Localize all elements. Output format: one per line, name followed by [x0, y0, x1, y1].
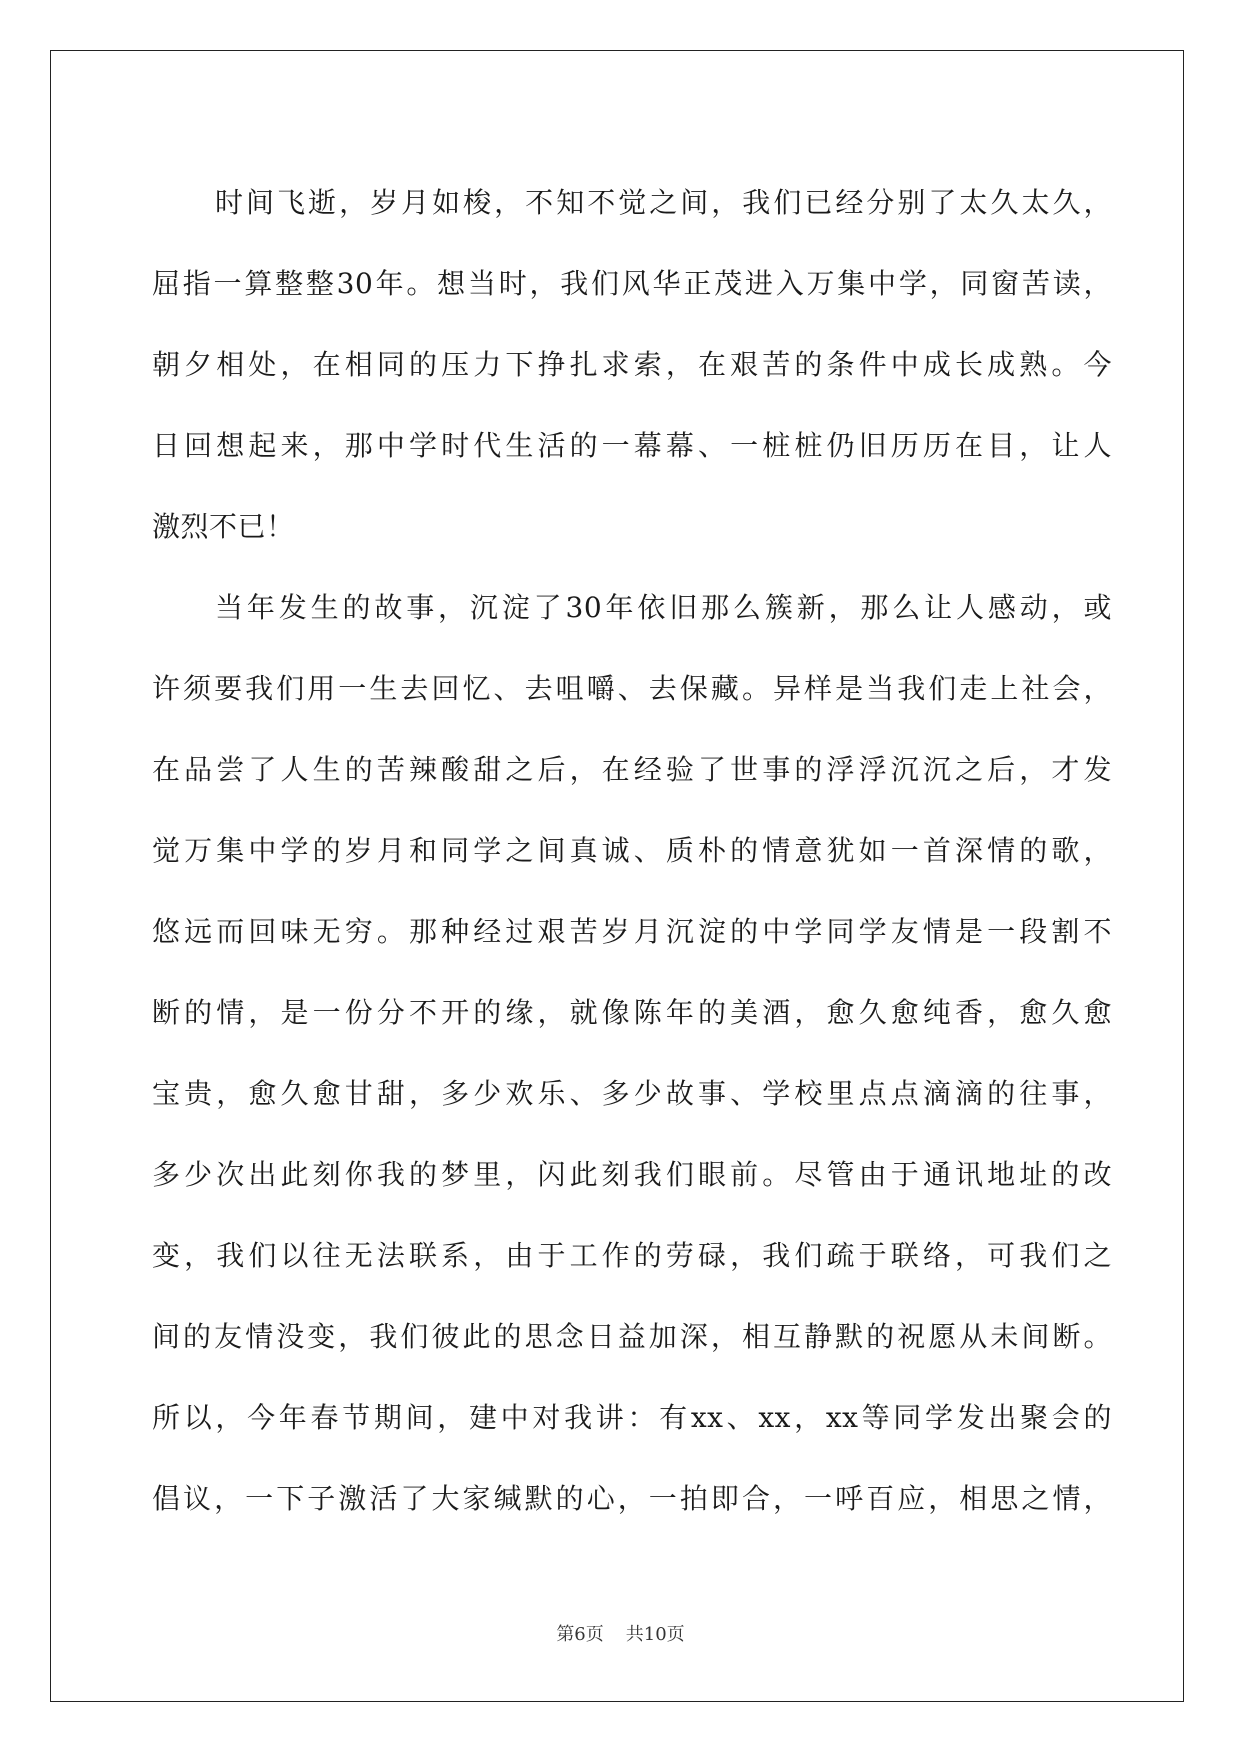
text-line: 日回想起来，那中学时代生活的一幕幕、一桩桩仍旧历历在目，让人	[152, 429, 1112, 462]
text-line: 朝夕相处，在相同的压力下挣扎求索，在艰苦的条件中成长成熟。今	[152, 348, 1112, 381]
text-line: 在品尝了人生的苦辣酸甜之后，在经验了世事的浮浮沉沉之后，才发	[152, 753, 1112, 786]
text-line: 断的情，是一份分不开的缘，就像陈年的美酒，愈久愈纯香，愈久愈	[152, 996, 1112, 1029]
text-line: 变，我们以往无法联系，由于工作的劳碌，我们疏于联络，可我们之	[152, 1239, 1112, 1272]
document-body	[152, 162, 1112, 1539]
text-line: 倡议，一下子激活了大家缄默的心，一拍即合，一呼百应，相思之情，	[152, 1482, 1112, 1515]
text-line: 当年发生的故事，沉淀了30年依旧那么簇新，那么让人感动，或	[215, 591, 1112, 624]
text-line: 悠远而回味无穷。那种经过艰苦岁月沉淀的中学同学友情是一段割不	[152, 915, 1112, 948]
text-line: 宝贵，愈久愈甘甜，多少欢乐、多少故事、学校里点点滴滴的往事，	[152, 1077, 1112, 1110]
text-line: 许须要我们用一生去回忆、去咀嚼、去保藏。异样是当我们走上社会，	[152, 672, 1112, 705]
page-footer	[0, 1620, 1241, 1646]
page-number: 第6页	[556, 1624, 604, 1645]
text-line: 间的友情没变，我们彼此的思念日益加深，相互静默的祝愿从未间断。	[152, 1320, 1112, 1353]
text-line: 屈指一算整整30年。想当时，我们风华正茂进入万集中学，同窗苦读，	[152, 267, 1112, 300]
page-total: 共10页	[625, 1624, 685, 1645]
text-line: 时间飞逝，岁月如梭，不知不觉之间，我们已经分别了太久太久，	[215, 186, 1112, 219]
text-line: 所以，今年春节期间，建中对我讲：有xx、xx，xx等同学发出聚会的	[152, 1401, 1112, 1434]
text-line: 多少次出此刻你我的梦里，闪此刻我们眼前。尽管由于通讯地址的改	[152, 1158, 1112, 1191]
text-line: 觉万集中学的岁月和同学之间真诚、质朴的情意犹如一首深情的歌，	[152, 834, 1112, 867]
text-line: 激烈不已！	[152, 510, 295, 543]
